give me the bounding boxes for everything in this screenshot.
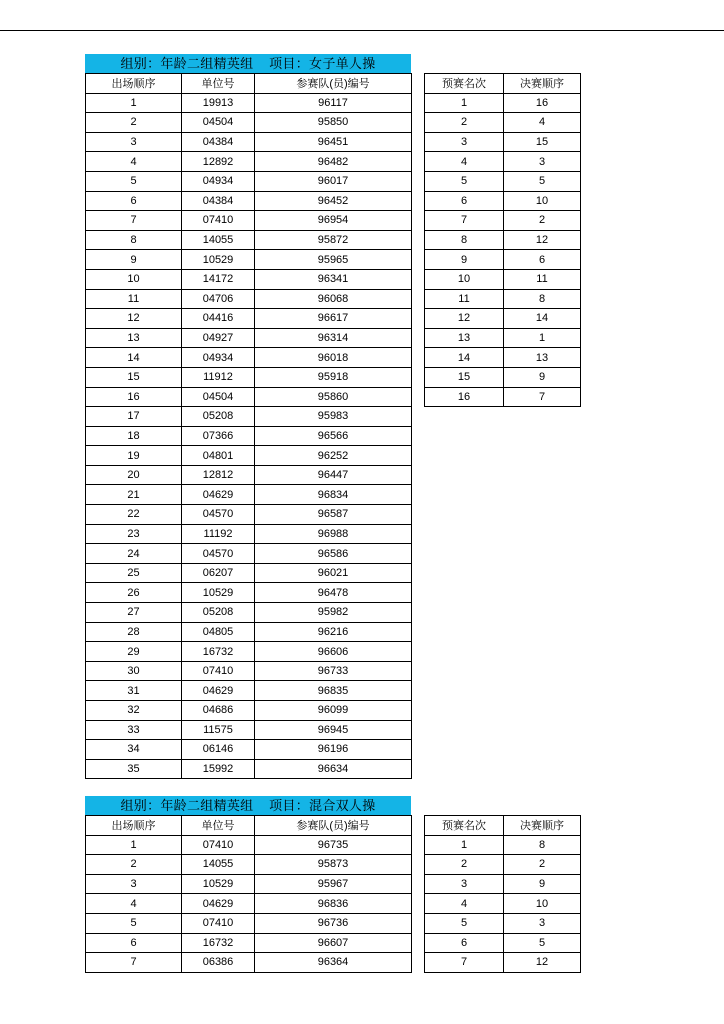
table-cell: 18 xyxy=(86,426,182,446)
table-row xyxy=(425,367,581,387)
table-row xyxy=(86,720,412,740)
table-cell: 96452 xyxy=(255,191,412,211)
table-row xyxy=(86,740,412,760)
table-cell: 26 xyxy=(86,583,182,603)
table-cell: 16732 xyxy=(182,642,255,662)
table-cell: 4 xyxy=(504,113,581,133)
table-cell: 04934 xyxy=(182,171,255,191)
table-cell: 95873 xyxy=(255,855,412,875)
table-cell: 3 xyxy=(86,132,182,152)
table-row xyxy=(425,250,581,270)
table-row xyxy=(86,759,412,779)
table-row xyxy=(425,289,581,309)
column-header: 参赛队(员)编号 xyxy=(255,816,412,836)
table-row xyxy=(425,328,581,348)
table-cell: 10 xyxy=(504,191,581,211)
column-header: 决赛顺序 xyxy=(504,74,581,94)
table-row xyxy=(86,426,412,446)
table-cell: 96482 xyxy=(255,152,412,172)
table-cell: 04801 xyxy=(182,446,255,466)
table-cell: 16 xyxy=(504,93,581,113)
table-cell: 2 xyxy=(86,855,182,875)
table-cell: 15 xyxy=(425,367,504,387)
table-cell: 5 xyxy=(86,913,182,933)
table-row xyxy=(86,894,412,914)
table-cell: 16 xyxy=(425,387,504,407)
table-row xyxy=(425,230,581,250)
table-row xyxy=(86,874,412,894)
table-cell: 9 xyxy=(425,250,504,270)
table-cell: 3 xyxy=(86,874,182,894)
table-row xyxy=(86,642,412,662)
table-row xyxy=(86,446,412,466)
table-row xyxy=(425,171,581,191)
column-header: 出场顺序 xyxy=(86,74,182,94)
table-cell: 29 xyxy=(86,642,182,662)
table-row xyxy=(425,269,581,289)
table-cell: 10 xyxy=(86,269,182,289)
table-cell: 11 xyxy=(425,289,504,309)
table-cell: 34 xyxy=(86,740,182,760)
table-cell: 07410 xyxy=(182,211,255,231)
table-row xyxy=(86,230,412,250)
table-cell: 9 xyxy=(504,367,581,387)
table-row xyxy=(425,855,581,875)
table-cell: 06207 xyxy=(182,563,255,583)
table-cell: 15992 xyxy=(182,759,255,779)
table-cell: 96634 xyxy=(255,759,412,779)
table-cell: 13 xyxy=(504,348,581,368)
table-cell: 8 xyxy=(425,230,504,250)
table-cell: 96447 xyxy=(255,465,412,485)
table-cell: 04384 xyxy=(182,132,255,152)
table-row xyxy=(86,407,412,427)
table-cell: 96021 xyxy=(255,563,412,583)
table-cell: 16 xyxy=(86,387,182,407)
table-row xyxy=(86,622,412,642)
table-cell: 04934 xyxy=(182,348,255,368)
table-cell: 16732 xyxy=(182,933,255,953)
table-cell: 7 xyxy=(504,387,581,407)
table-cell: 96018 xyxy=(255,348,412,368)
table-cell: 96834 xyxy=(255,485,412,505)
table-cell: 4 xyxy=(425,152,504,172)
table-cell: 04570 xyxy=(182,505,255,525)
table-cell: 12812 xyxy=(182,465,255,485)
table-row xyxy=(86,563,412,583)
table-row xyxy=(86,485,412,505)
table-row xyxy=(86,835,412,855)
table-row xyxy=(86,387,412,407)
table-cell: 2 xyxy=(425,113,504,133)
table-row xyxy=(86,250,412,270)
table-row xyxy=(425,387,581,407)
table-cell: 3 xyxy=(504,913,581,933)
table-row xyxy=(86,367,412,387)
table-cell: 9 xyxy=(86,250,182,270)
table-cell: 96836 xyxy=(255,894,412,914)
table-cell: 96607 xyxy=(255,933,412,953)
start-order-table xyxy=(85,815,412,973)
table-cell: 05208 xyxy=(182,407,255,427)
table-cell: 5 xyxy=(425,913,504,933)
table-cell: 27 xyxy=(86,603,182,623)
table-cell: 05208 xyxy=(182,603,255,623)
table-cell: 12 xyxy=(425,309,504,329)
table-cell: 4 xyxy=(86,894,182,914)
table-cell: 2 xyxy=(86,113,182,133)
table-cell: 1 xyxy=(425,835,504,855)
table-cell: 95918 xyxy=(255,367,412,387)
column-header: 单位号 xyxy=(182,74,255,94)
table-cell: 04629 xyxy=(182,894,255,914)
table-cell: 5 xyxy=(425,171,504,191)
table-cell: 96733 xyxy=(255,661,412,681)
table-cell: 14 xyxy=(504,309,581,329)
table-row xyxy=(86,681,412,701)
table-cell: 21 xyxy=(86,485,182,505)
table-cell: 04805 xyxy=(182,622,255,642)
table-cell: 15 xyxy=(86,367,182,387)
column-header: 出场顺序 xyxy=(86,816,182,836)
table-row xyxy=(86,465,412,485)
table-row xyxy=(425,348,581,368)
table-cell: 17 xyxy=(86,407,182,427)
table-row xyxy=(86,309,412,329)
table-cell: 23 xyxy=(86,524,182,544)
table-cell: 04504 xyxy=(182,387,255,407)
table-cell: 14055 xyxy=(182,855,255,875)
table-row xyxy=(425,132,581,152)
table-row xyxy=(86,93,412,113)
table-header-row xyxy=(86,816,412,836)
table-cell: 2 xyxy=(504,211,581,231)
table-row xyxy=(86,113,412,133)
table-cell: 33 xyxy=(86,720,182,740)
table-cell: 11192 xyxy=(182,524,255,544)
table-cell: 35 xyxy=(86,759,182,779)
table-cell: 14 xyxy=(425,348,504,368)
table-cell: 95850 xyxy=(255,113,412,133)
table-cell: 96364 xyxy=(255,953,412,973)
table-cell: 10 xyxy=(504,894,581,914)
table-cell: 96216 xyxy=(255,622,412,642)
table-cell: 96099 xyxy=(255,701,412,721)
table-row xyxy=(86,132,412,152)
table-cell: 13 xyxy=(425,328,504,348)
table-cell: 96606 xyxy=(255,642,412,662)
table-row xyxy=(425,211,581,231)
table-row xyxy=(425,309,581,329)
table-cell: 96314 xyxy=(255,328,412,348)
table-row xyxy=(86,191,412,211)
table-cell: 96017 xyxy=(255,171,412,191)
table-cell: 9 xyxy=(504,874,581,894)
table-cell: 04706 xyxy=(182,289,255,309)
table-row xyxy=(425,894,581,914)
table-cell: 95872 xyxy=(255,230,412,250)
table-cell: 96252 xyxy=(255,446,412,466)
table-cell: 11912 xyxy=(182,367,255,387)
table-cell: 6 xyxy=(504,250,581,270)
column-header: 单位号 xyxy=(182,816,255,836)
table-cell: 19 xyxy=(86,446,182,466)
table-cell: 95860 xyxy=(255,387,412,407)
table-cell: 6 xyxy=(86,191,182,211)
table-cell: 95983 xyxy=(255,407,412,427)
table-cell: 28 xyxy=(86,622,182,642)
table-row xyxy=(86,661,412,681)
column-header: 预赛名次 xyxy=(425,74,504,94)
table-cell: 96068 xyxy=(255,289,412,309)
section-title-banner: 组别：年龄二组精英组 项目：混合双人操 xyxy=(85,796,411,815)
table-cell: 07366 xyxy=(182,426,255,446)
table-cell: 31 xyxy=(86,681,182,701)
table-row xyxy=(86,603,412,623)
table-cell: 6 xyxy=(425,933,504,953)
table-header-row xyxy=(425,74,581,94)
section-title-banner: 组别：年龄二组精英组 项目：女子单人操 xyxy=(85,54,411,73)
table-cell: 11 xyxy=(504,269,581,289)
table-row xyxy=(86,505,412,525)
table-cell: 11 xyxy=(86,289,182,309)
table-cell: 10529 xyxy=(182,874,255,894)
table-cell: 6 xyxy=(86,933,182,953)
page-top-rule xyxy=(0,30,724,31)
table-cell: 7 xyxy=(425,953,504,973)
table-row xyxy=(86,328,412,348)
table-row xyxy=(86,701,412,721)
table-cell: 07410 xyxy=(182,835,255,855)
table-cell: 15 xyxy=(504,132,581,152)
table-cell: 1 xyxy=(86,93,182,113)
table-row xyxy=(86,544,412,564)
table-cell: 14055 xyxy=(182,230,255,250)
table-row xyxy=(425,913,581,933)
table-row xyxy=(425,874,581,894)
table-cell: 04570 xyxy=(182,544,255,564)
table-row xyxy=(86,269,412,289)
table-cell: 12 xyxy=(504,230,581,250)
table-cell: 14 xyxy=(86,348,182,368)
table-cell: 1 xyxy=(425,93,504,113)
table-cell: 04686 xyxy=(182,701,255,721)
ranking-table xyxy=(424,73,581,407)
table-cell: 96587 xyxy=(255,505,412,525)
table-cell: 96566 xyxy=(255,426,412,446)
table-cell: 3 xyxy=(504,152,581,172)
table-cell: 04504 xyxy=(182,113,255,133)
table-cell: 7 xyxy=(425,211,504,231)
table-cell: 96617 xyxy=(255,309,412,329)
column-header: 决赛顺序 xyxy=(504,816,581,836)
table-cell: 10 xyxy=(425,269,504,289)
table-cell: 10529 xyxy=(182,250,255,270)
table-cell: 96735 xyxy=(255,835,412,855)
table-row xyxy=(86,583,412,603)
table-cell: 5 xyxy=(504,171,581,191)
table-cell: 12 xyxy=(86,309,182,329)
column-header: 参赛队(员)编号 xyxy=(255,74,412,94)
table-cell: 04384 xyxy=(182,191,255,211)
table-cell: 04629 xyxy=(182,485,255,505)
table-row xyxy=(425,191,581,211)
table-row xyxy=(425,953,581,973)
table-row xyxy=(86,855,412,875)
table-cell: 96451 xyxy=(255,132,412,152)
table-cell: 1 xyxy=(86,835,182,855)
table-cell: 06146 xyxy=(182,740,255,760)
table-row xyxy=(86,913,412,933)
ranking-table xyxy=(424,815,581,973)
table-cell: 7 xyxy=(86,211,182,231)
table-cell: 3 xyxy=(425,132,504,152)
table-cell: 20 xyxy=(86,465,182,485)
table-cell: 2 xyxy=(425,855,504,875)
table-header-row xyxy=(425,816,581,836)
table-cell: 2 xyxy=(504,855,581,875)
table-cell: 95965 xyxy=(255,250,412,270)
table-cell: 4 xyxy=(425,894,504,914)
table-cell: 30 xyxy=(86,661,182,681)
table-cell: 04416 xyxy=(182,309,255,329)
table-cell: 96835 xyxy=(255,681,412,701)
table-row xyxy=(86,524,412,544)
column-header: 预赛名次 xyxy=(425,816,504,836)
table-cell: 8 xyxy=(504,835,581,855)
table-cell: 13 xyxy=(86,328,182,348)
table-cell: 96945 xyxy=(255,720,412,740)
table-row xyxy=(86,171,412,191)
table-row xyxy=(425,933,581,953)
table-row xyxy=(86,211,412,231)
table-cell: 5 xyxy=(504,933,581,953)
table-row xyxy=(86,933,412,953)
table-cell: 95967 xyxy=(255,874,412,894)
table-cell: 07410 xyxy=(182,661,255,681)
table-cell: 06386 xyxy=(182,953,255,973)
table-cell: 4 xyxy=(86,152,182,172)
table-cell: 19913 xyxy=(182,93,255,113)
table-cell: 8 xyxy=(504,289,581,309)
table-header-row xyxy=(86,74,412,94)
table-cell: 32 xyxy=(86,701,182,721)
table-row xyxy=(86,152,412,172)
table-cell: 11575 xyxy=(182,720,255,740)
table-cell: 25 xyxy=(86,563,182,583)
table-row xyxy=(86,289,412,309)
table-cell: 24 xyxy=(86,544,182,564)
table-cell: 95982 xyxy=(255,603,412,623)
table-cell: 96117 xyxy=(255,93,412,113)
table-cell: 10529 xyxy=(182,583,255,603)
start-order-table xyxy=(85,73,412,779)
table-cell: 04927 xyxy=(182,328,255,348)
table-cell: 07410 xyxy=(182,913,255,933)
table-cell: 7 xyxy=(86,953,182,973)
table-cell: 6 xyxy=(425,191,504,211)
table-row xyxy=(86,348,412,368)
table-row xyxy=(425,93,581,113)
table-cell: 96341 xyxy=(255,269,412,289)
table-row xyxy=(425,835,581,855)
table-cell: 96954 xyxy=(255,211,412,231)
table-cell: 96736 xyxy=(255,913,412,933)
table-cell: 5 xyxy=(86,171,182,191)
table-cell: 14172 xyxy=(182,269,255,289)
table-row xyxy=(86,953,412,973)
table-cell: 96586 xyxy=(255,544,412,564)
table-cell: 22 xyxy=(86,505,182,525)
table-cell: 8 xyxy=(86,230,182,250)
table-row xyxy=(425,113,581,133)
table-cell: 04629 xyxy=(182,681,255,701)
table-cell: 96988 xyxy=(255,524,412,544)
table-row xyxy=(425,152,581,172)
table-cell: 96478 xyxy=(255,583,412,603)
table-cell: 96196 xyxy=(255,740,412,760)
table-cell: 3 xyxy=(425,874,504,894)
table-cell: 12892 xyxy=(182,152,255,172)
table-cell: 1 xyxy=(504,328,581,348)
table-cell: 12 xyxy=(504,953,581,973)
